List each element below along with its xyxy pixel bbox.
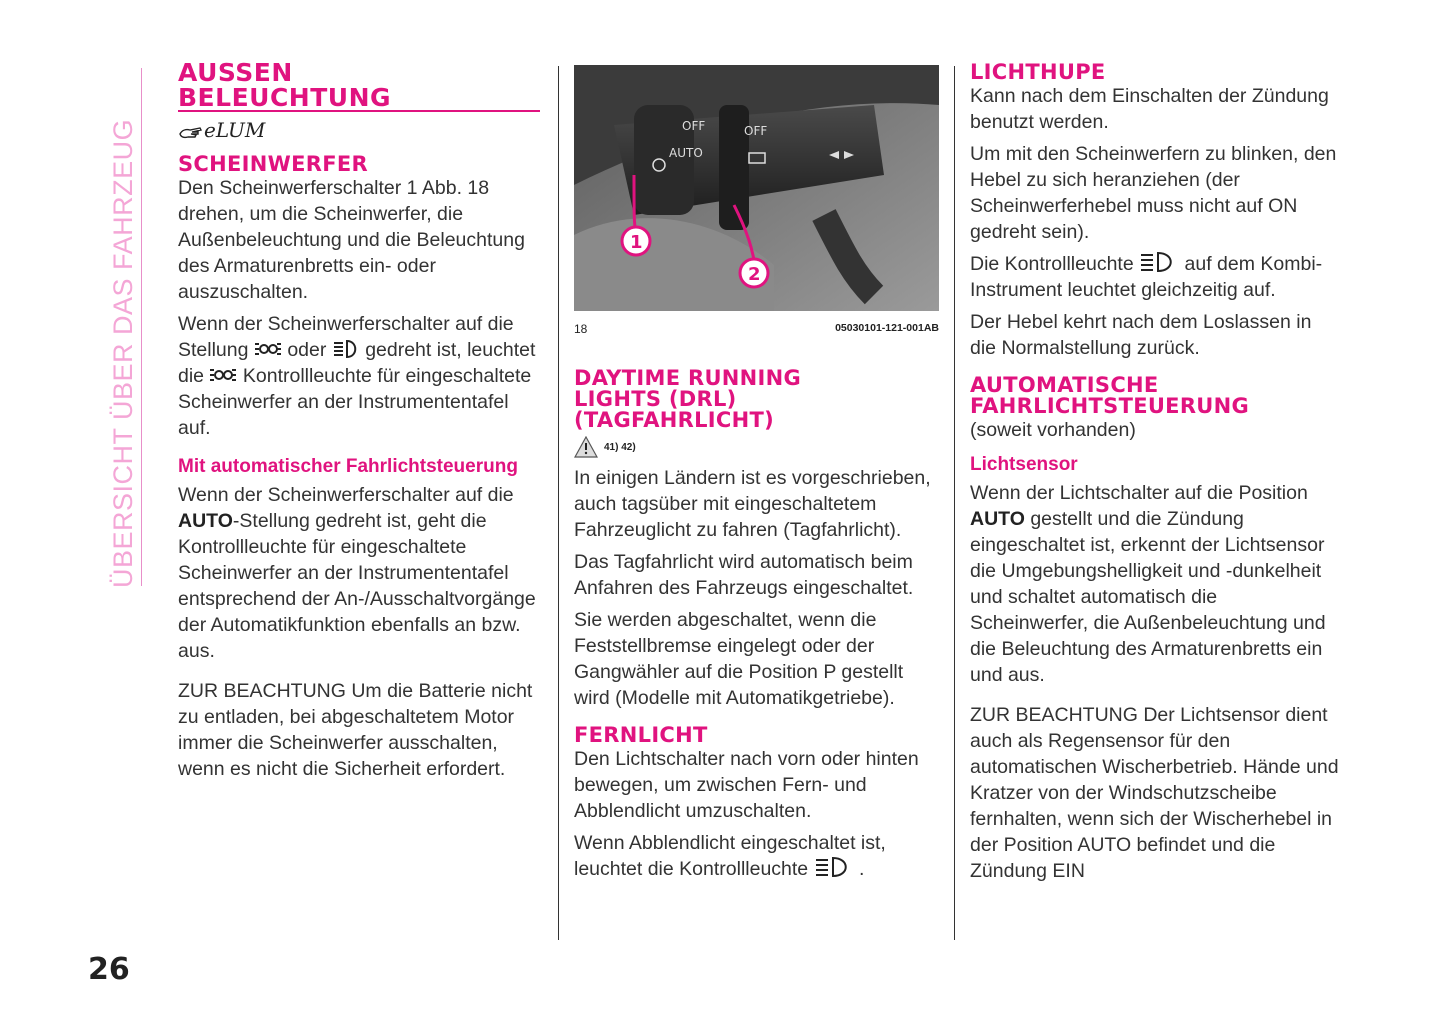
paragraph: In einigen Ländern ist es vorgeschrieben, auch tagsüber mit eingeschaltetem Fahrzeuglicht zu fahren (Tagfahrlicht). — [574, 467, 931, 541]
column-divider — [558, 66, 559, 940]
chapter-rule — [141, 68, 142, 586]
hand-pointer-icon — [178, 122, 204, 140]
column-1 — [178, 60, 540, 782]
switch-off-label: OFF — [744, 124, 768, 138]
auto-heading: AUTOMATISCHE FAHRLICHTSTEUERUNG — [970, 373, 1250, 418]
switch-auto-label: AUTO — [669, 146, 703, 160]
elum-reference: eLUM — [178, 118, 540, 144]
paragraph: Der Hebel kehrt nach dem Loslassen in die Normalstellung zurück. — [970, 311, 1312, 359]
parking-lights-icon — [209, 365, 237, 385]
note: ZUR BEACHTUNG Um die Batterie nicht zu entladen, bei abgeschaltetem Motor immer die Scheinwerfer ausschalten, wenn es nicht die Sicherheit erfordert. — [178, 680, 533, 780]
column-3 — [970, 62, 1340, 884]
figure-18-photo — [574, 65, 939, 311]
paragraph: Wenn der Scheinwerferschalter auf die AUTO-Stellung gedreht ist, geht die Kontrollleuchte für eingeschaltete Scheinwerfer an der Instrumententafel entsprechend der An-/Ausschaltvorgänge der Automatikfunktion ebenfalls an bzw. aus. — [178, 484, 536, 662]
callout-2: 2 — [748, 264, 761, 285]
paragraph: Wenn der Lichtschalter auf die Position AUTO gestellt und die Zündung eingeschaltet ist, erkennt der Lichtsensor die Umgebungshelligkeit und -dunkelheit und schaltet automatisch die Scheinwerfer, die Außenbeleuchtung und die Beleuchtung des Armaturenbretts ein und aus. — [970, 482, 1326, 686]
column-2 — [574, 368, 940, 882]
lichthupe-heading: LICHTHUPE — [970, 60, 1106, 84]
chapter-title: ÜBERSICHT ÜBER DAS FAHRZEUG — [108, 118, 138, 588]
parking-lights-icon — [254, 339, 282, 359]
figure-caption — [574, 322, 939, 336]
figure-number: 18 — [574, 322, 588, 336]
column-divider — [954, 66, 955, 940]
lichtsensor-heading: Lichtsensor — [970, 454, 1078, 475]
warning-triangle-icon — [574, 436, 598, 458]
paragraph: Kann nach dem Einschalten der Zündung benutzt werden. — [970, 85, 1329, 133]
scheinwerfer-heading: SCHEINWERFER — [178, 152, 368, 176]
paragraph: Um mit den Scheinwerfern zu blinken, den Hebel zu sich heranziehen (der Scheinwerferhebel muss nicht auf ON gedreht sein). — [970, 143, 1337, 243]
paragraph: Wenn der Scheinwerferschalter auf die Stellung oder gedreht ist, leuchtet die Kontrollleuchte für eingeschaltete Scheinwerfer an der Instrumententafel auf. — [178, 313, 536, 439]
page-number: 26 — [88, 952, 130, 987]
switch-off-label: OFF — [682, 119, 706, 133]
section-title: AUSSEN BELEUCHTUNG — [178, 60, 540, 112]
paragraph: Den Scheinwerferschalter 1 Abb. 18 drehen, um die Scheinwerfer, die Außenbeleuchtung und die Beleuchtung des Armaturenbretts ein- oder auszuschalten. — [178, 177, 525, 303]
low-beam-icon — [332, 339, 360, 359]
paragraph: Die Kontrollleuchte auf dem Kombi-Instrument leuchtet gleichzeitig auf. — [970, 253, 1323, 301]
paragraph: Wenn Abblendlicht eingeschaltet ist, leuchtet die Kontrollleuchte . — [574, 832, 886, 880]
figure-code: 05030101-121-001AB — [835, 322, 939, 334]
auto-subheading: Mit automatischer Fahrlichtsteuerung — [178, 456, 518, 477]
low-beam-icon — [1139, 251, 1179, 273]
low-beam-icon — [814, 856, 854, 878]
note: ZUR BEACHTUNG Der Lichtsensor dient auch als Regensensor für den automatischen Wischerbetrieb. Hände und Kratzer von der Windschutzscheibe fernhalten, wenn sich der Wischerhebel in der Position AUTO befindet und die Zündung EIN — [970, 704, 1339, 882]
warning-reference: 41) 42) — [574, 435, 940, 459]
fernlicht-heading: FERNLICHT — [574, 723, 708, 747]
paragraph: Sie werden abgeschaltet, wenn die Feststellbremse eingelegt oder der Gangwähler auf die Position P gestellt wird (Modelle mit Automatikgetriebe). — [574, 609, 904, 709]
drl-heading: DAYTIME RUNNING LIGHTS (DRL) (TAGFAHRLICHT) — [574, 366, 802, 432]
auto-subtitle: (soweit vorhanden) — [970, 419, 1136, 441]
paragraph: Das Tagfahrlicht wird automatisch beim Anfahren des Fahrzeugs eingeschaltet. — [574, 551, 914, 599]
paragraph: Den Lichtschalter nach vorn oder hinten bewegen, um zwischen Fern- und Abblendlicht umzuschalten. — [574, 748, 919, 822]
callout-1: 1 — [630, 232, 643, 253]
